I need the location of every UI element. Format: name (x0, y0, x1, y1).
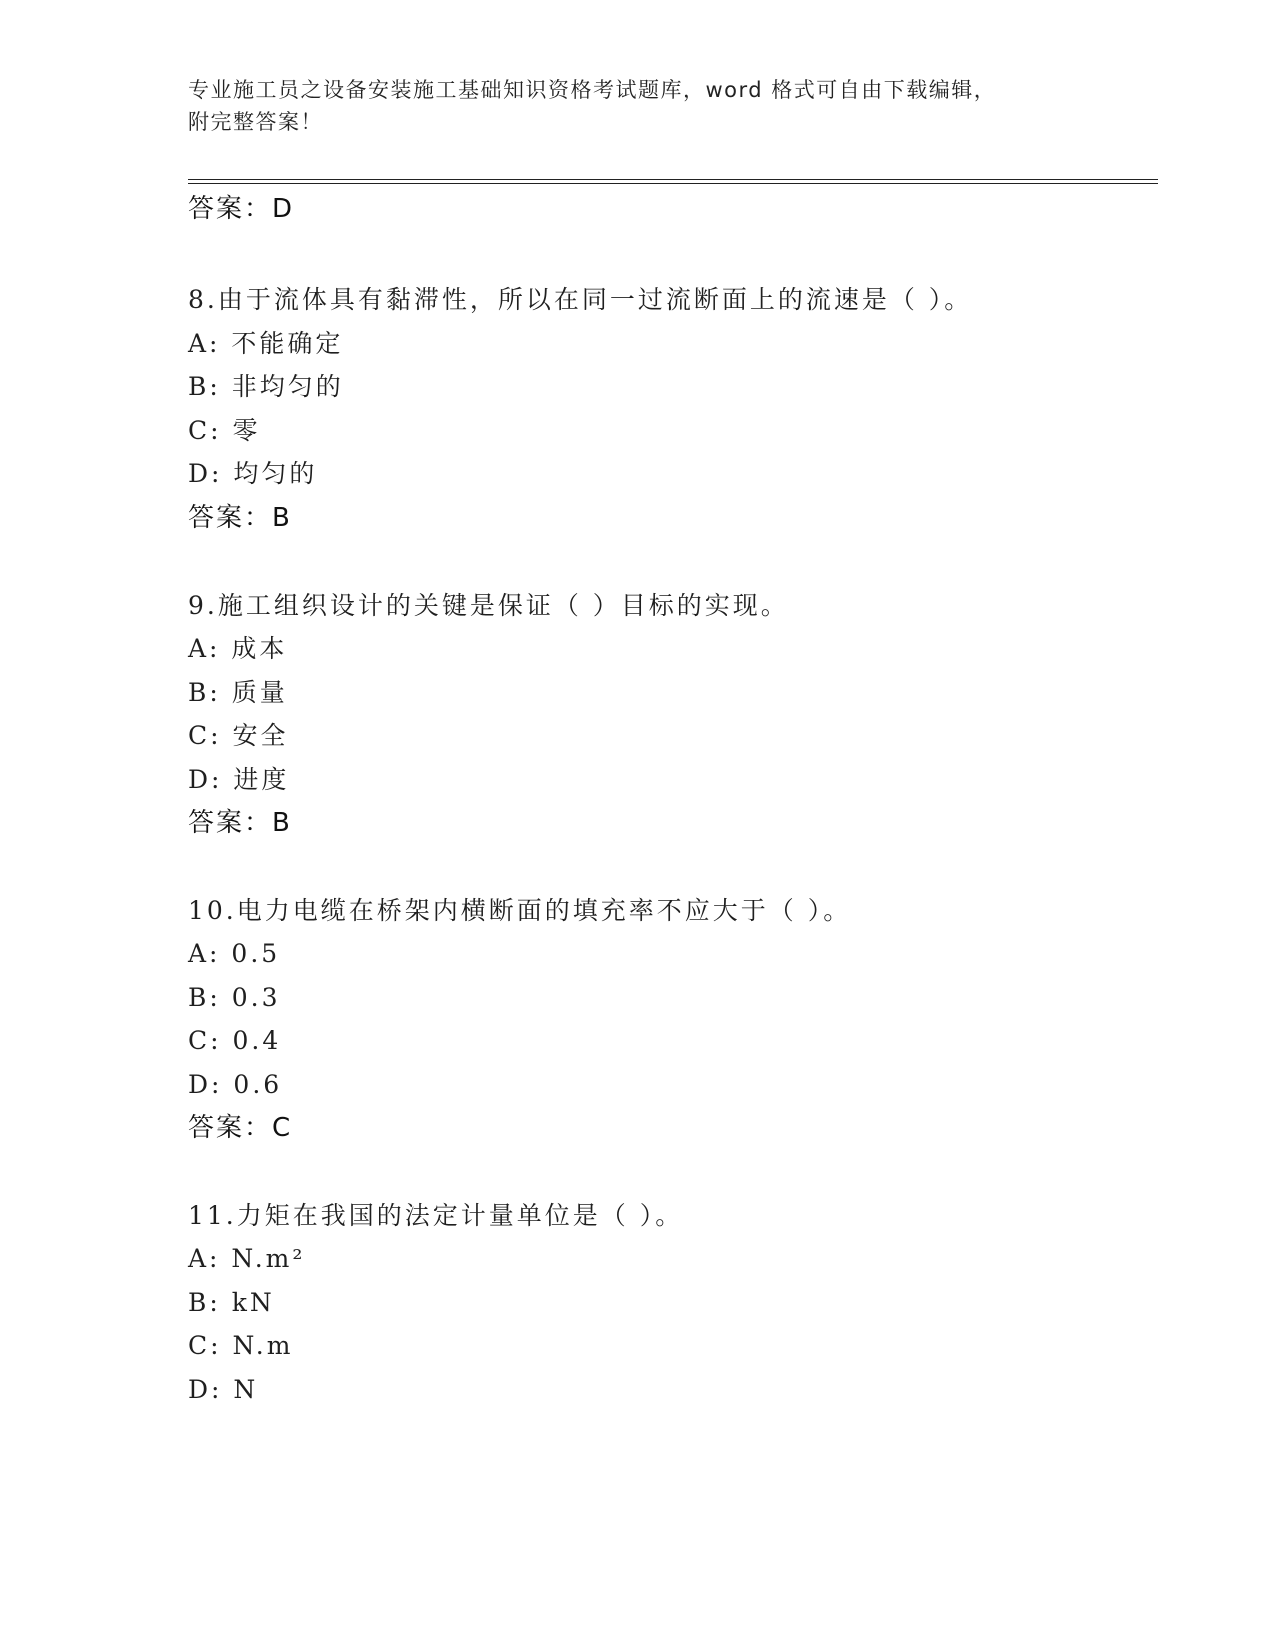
question-option: B: 质量 (188, 678, 288, 707)
header-divider-bottom (188, 183, 1158, 184)
header-divider-top (188, 179, 1158, 180)
question-option: A: 成本 (188, 634, 288, 663)
question-option: B: kN (188, 1288, 275, 1317)
question-option: D: 进度 (188, 765, 290, 794)
question-option: C: N.m (188, 1331, 294, 1360)
answer-line: 答案：D (188, 194, 295, 224)
question-stem: 8.由于流体具有黏滞性，所以在同一过流断面上的流速是（ ）。 (188, 285, 973, 314)
question-stem: 11.力矩在我国的法定计量单位是（ ）。 (188, 1201, 684, 1230)
header-line-2: 附完整答案！ (188, 110, 323, 134)
question-stem: 9.施工组织设计的关键是保证（ ）目标的实现。 (188, 591, 789, 620)
question-option: C: 安全 (188, 721, 289, 750)
question-option: D: 0.6 (188, 1070, 283, 1099)
question-option: B: 0.3 (188, 983, 281, 1012)
question-option: A: 不能确定 (188, 329, 344, 358)
answer-line: 答案：B (188, 808, 292, 838)
question-option: A: N.m² (188, 1244, 306, 1273)
question-option: C: 零 (188, 416, 261, 445)
answer-line: 答案：C (188, 1113, 293, 1143)
question-option: C: 0.4 (188, 1026, 282, 1055)
question-option: D: 均匀的 (188, 459, 318, 488)
answer-line: 答案：B (188, 503, 292, 533)
question-option: A: 0.5 (188, 939, 281, 968)
question-option: B: 非均匀的 (188, 372, 344, 401)
header-line-1: 专业施工员之设备安装施工基础知识资格考试题库，word 格式可自由下载编辑， (188, 78, 997, 102)
document-header (188, 74, 1068, 138)
question-option: D: N (188, 1375, 259, 1404)
question-stem: 10.电力电缆在桥架内横断面的填充率不应大于（ ）。 (188, 896, 852, 925)
